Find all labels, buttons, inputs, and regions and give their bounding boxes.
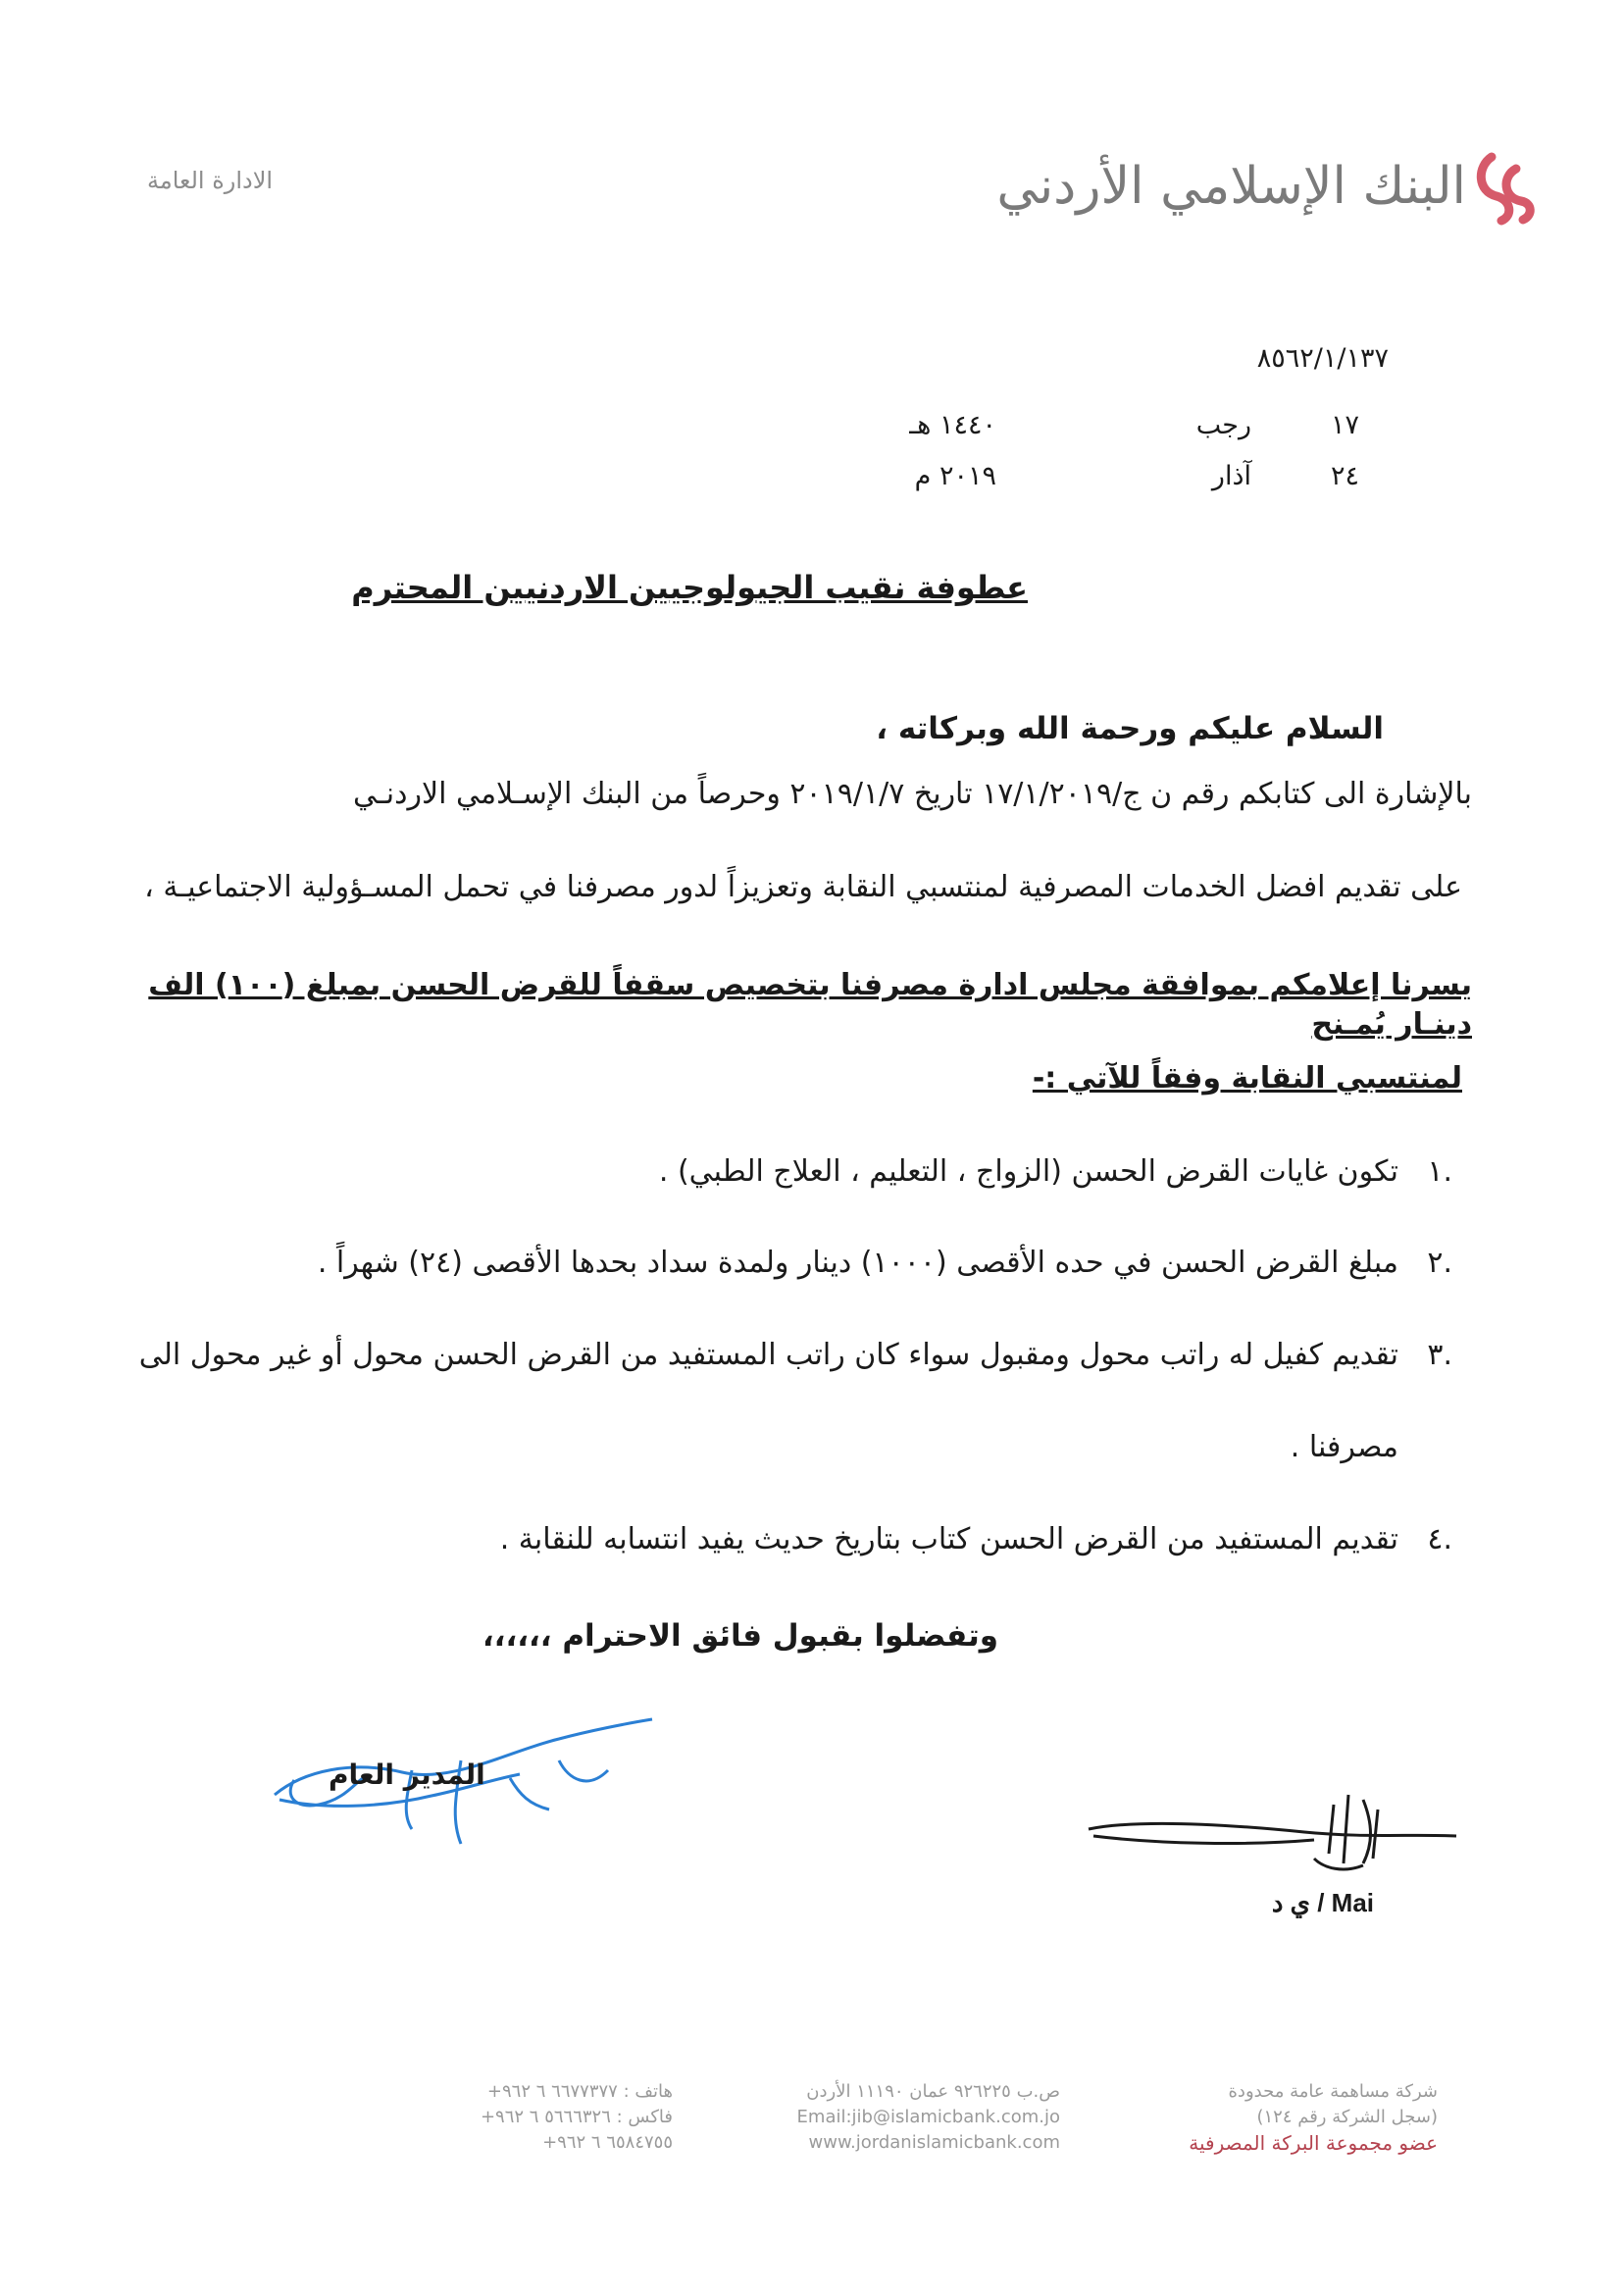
footer-phone-info xyxy=(481,2079,673,2156)
list-number: .٣ xyxy=(1427,1338,1452,1372)
list-item xyxy=(79,1244,1452,1283)
gregorian-year: ٢٠١٩ م xyxy=(914,461,996,491)
footer-line: ص.ب ٩٢٦٢٢٥ عمان ١١١٩٠ الأردن xyxy=(806,2081,1060,2102)
hijri-day: ١٧ xyxy=(1330,410,1359,440)
body-line-4: لمنتسبي النقابة وفقاً للآتي :- xyxy=(1032,1061,1462,1096)
list-item-continuation xyxy=(25,1428,1398,1467)
footer-line: (سجل الشركة رقم ١٢٤) xyxy=(1256,2107,1438,2127)
list-item xyxy=(79,1520,1452,1559)
hijri-month: رجب xyxy=(1195,410,1251,440)
list-number: .٤ xyxy=(1427,1522,1452,1556)
body-line-3: يسرنا إعلامكم بموافقة مجلس ادارة مصرفنا بتخصيص سقفاً للقرض الحسن بمبلغ (١٠٠) الف دينـار يُمـنح xyxy=(148,968,1472,1042)
general-manager-signature xyxy=(265,1702,657,1849)
gregorian-month: آذار xyxy=(1211,461,1251,491)
hijri-date xyxy=(909,410,1359,440)
list-text: تقديم المستفيد من القرض الحسن كتاب بتاريخ حديث يفيد انتسابه للنقابة . xyxy=(499,1522,1398,1556)
list-text: تقديم كفيل له راتب محول ومقبول سواء كان راتب المستفيد من القرض الحسن محول أو غير محول الى xyxy=(138,1338,1398,1372)
list-text: مبلغ القرض الحسن في حده الأقصى (١٠٠٠) دينار ولمدة سداد بحدها الأقصى (٢٤) شهراً . xyxy=(317,1246,1398,1280)
footer-line: هاتف : ٦٦٧٧٣٧٧ ٦ ٩٦٢+ xyxy=(486,2081,673,2102)
bank-header xyxy=(996,147,1541,226)
list-text: تكون غايات القرض الحسن (الزواج ، التعليم ، العلاج الطبي) . xyxy=(658,1154,1398,1189)
second-signature-icon xyxy=(1079,1775,1461,1883)
closing: وتفضلوا بقبول فائق الاحترام ،،،،،، xyxy=(482,1618,998,1654)
body-line-1: بالإشارة الى كتابكم رقم ن ج/١٧/١/٢٠١٩ تاريخ ٢٠١٩/١/٧ وحرصاً من البنك الإسـلامي الاردنـي xyxy=(352,777,1472,811)
bank-name: البنك الإسلامي الأردني xyxy=(996,157,1466,216)
footer-line: ٦٥٨٤٧٥٥ ٦ ٩٦٢+ xyxy=(542,2132,673,2153)
department-label: الادارة العامة xyxy=(147,167,274,194)
footer-line: فاكس : ٥٦٦٦٣٢٦ ٦ ٩٦٢+ xyxy=(480,2107,673,2127)
initials: ي د / Mai xyxy=(1271,1888,1374,1917)
gregorian-day: ٢٤ xyxy=(1330,461,1359,491)
general-manager-title: المدير العام xyxy=(329,1759,485,1791)
list-number: .١ xyxy=(1427,1154,1452,1189)
footer-contact-info xyxy=(797,2079,1060,2156)
footer-email: Email:jib@islamicbank.com.jo xyxy=(796,2107,1060,2127)
list-item xyxy=(79,1336,1452,1375)
body-line-2: على تقديم افضل الخدمات المصرفية لمنتسبي النقابة وتعزيزاً لدور مصرفنا في تحمل المسـؤولية الاجتماعيـة ، xyxy=(144,870,1462,904)
reference-number: ٨٥٦٢/١/١٣٧ xyxy=(1256,343,1389,374)
list-text: مصرفنا . xyxy=(1290,1430,1398,1464)
greeting: السلام عليكم ورحمة الله وبركاته ، xyxy=(876,711,1384,746)
bank-logo-icon xyxy=(1472,147,1541,226)
footer-group-member: عضو مجموعة البركة المصرفية xyxy=(1189,2131,1438,2155)
list-number: .٢ xyxy=(1427,1246,1452,1280)
addressee: عطوفة نقيب الجيولوجيين الاردنيين المحترم xyxy=(351,569,1028,606)
gregorian-date xyxy=(915,461,1359,491)
hijri-year: ١٤٤٠ هـ xyxy=(909,410,996,440)
footer-website: www.jordanislamicbank.com xyxy=(808,2132,1060,2153)
list-item xyxy=(79,1152,1452,1192)
footer-company-info xyxy=(1189,2079,1438,2156)
footer-line: شركة مساهمة عامة محدودة xyxy=(1228,2081,1438,2102)
